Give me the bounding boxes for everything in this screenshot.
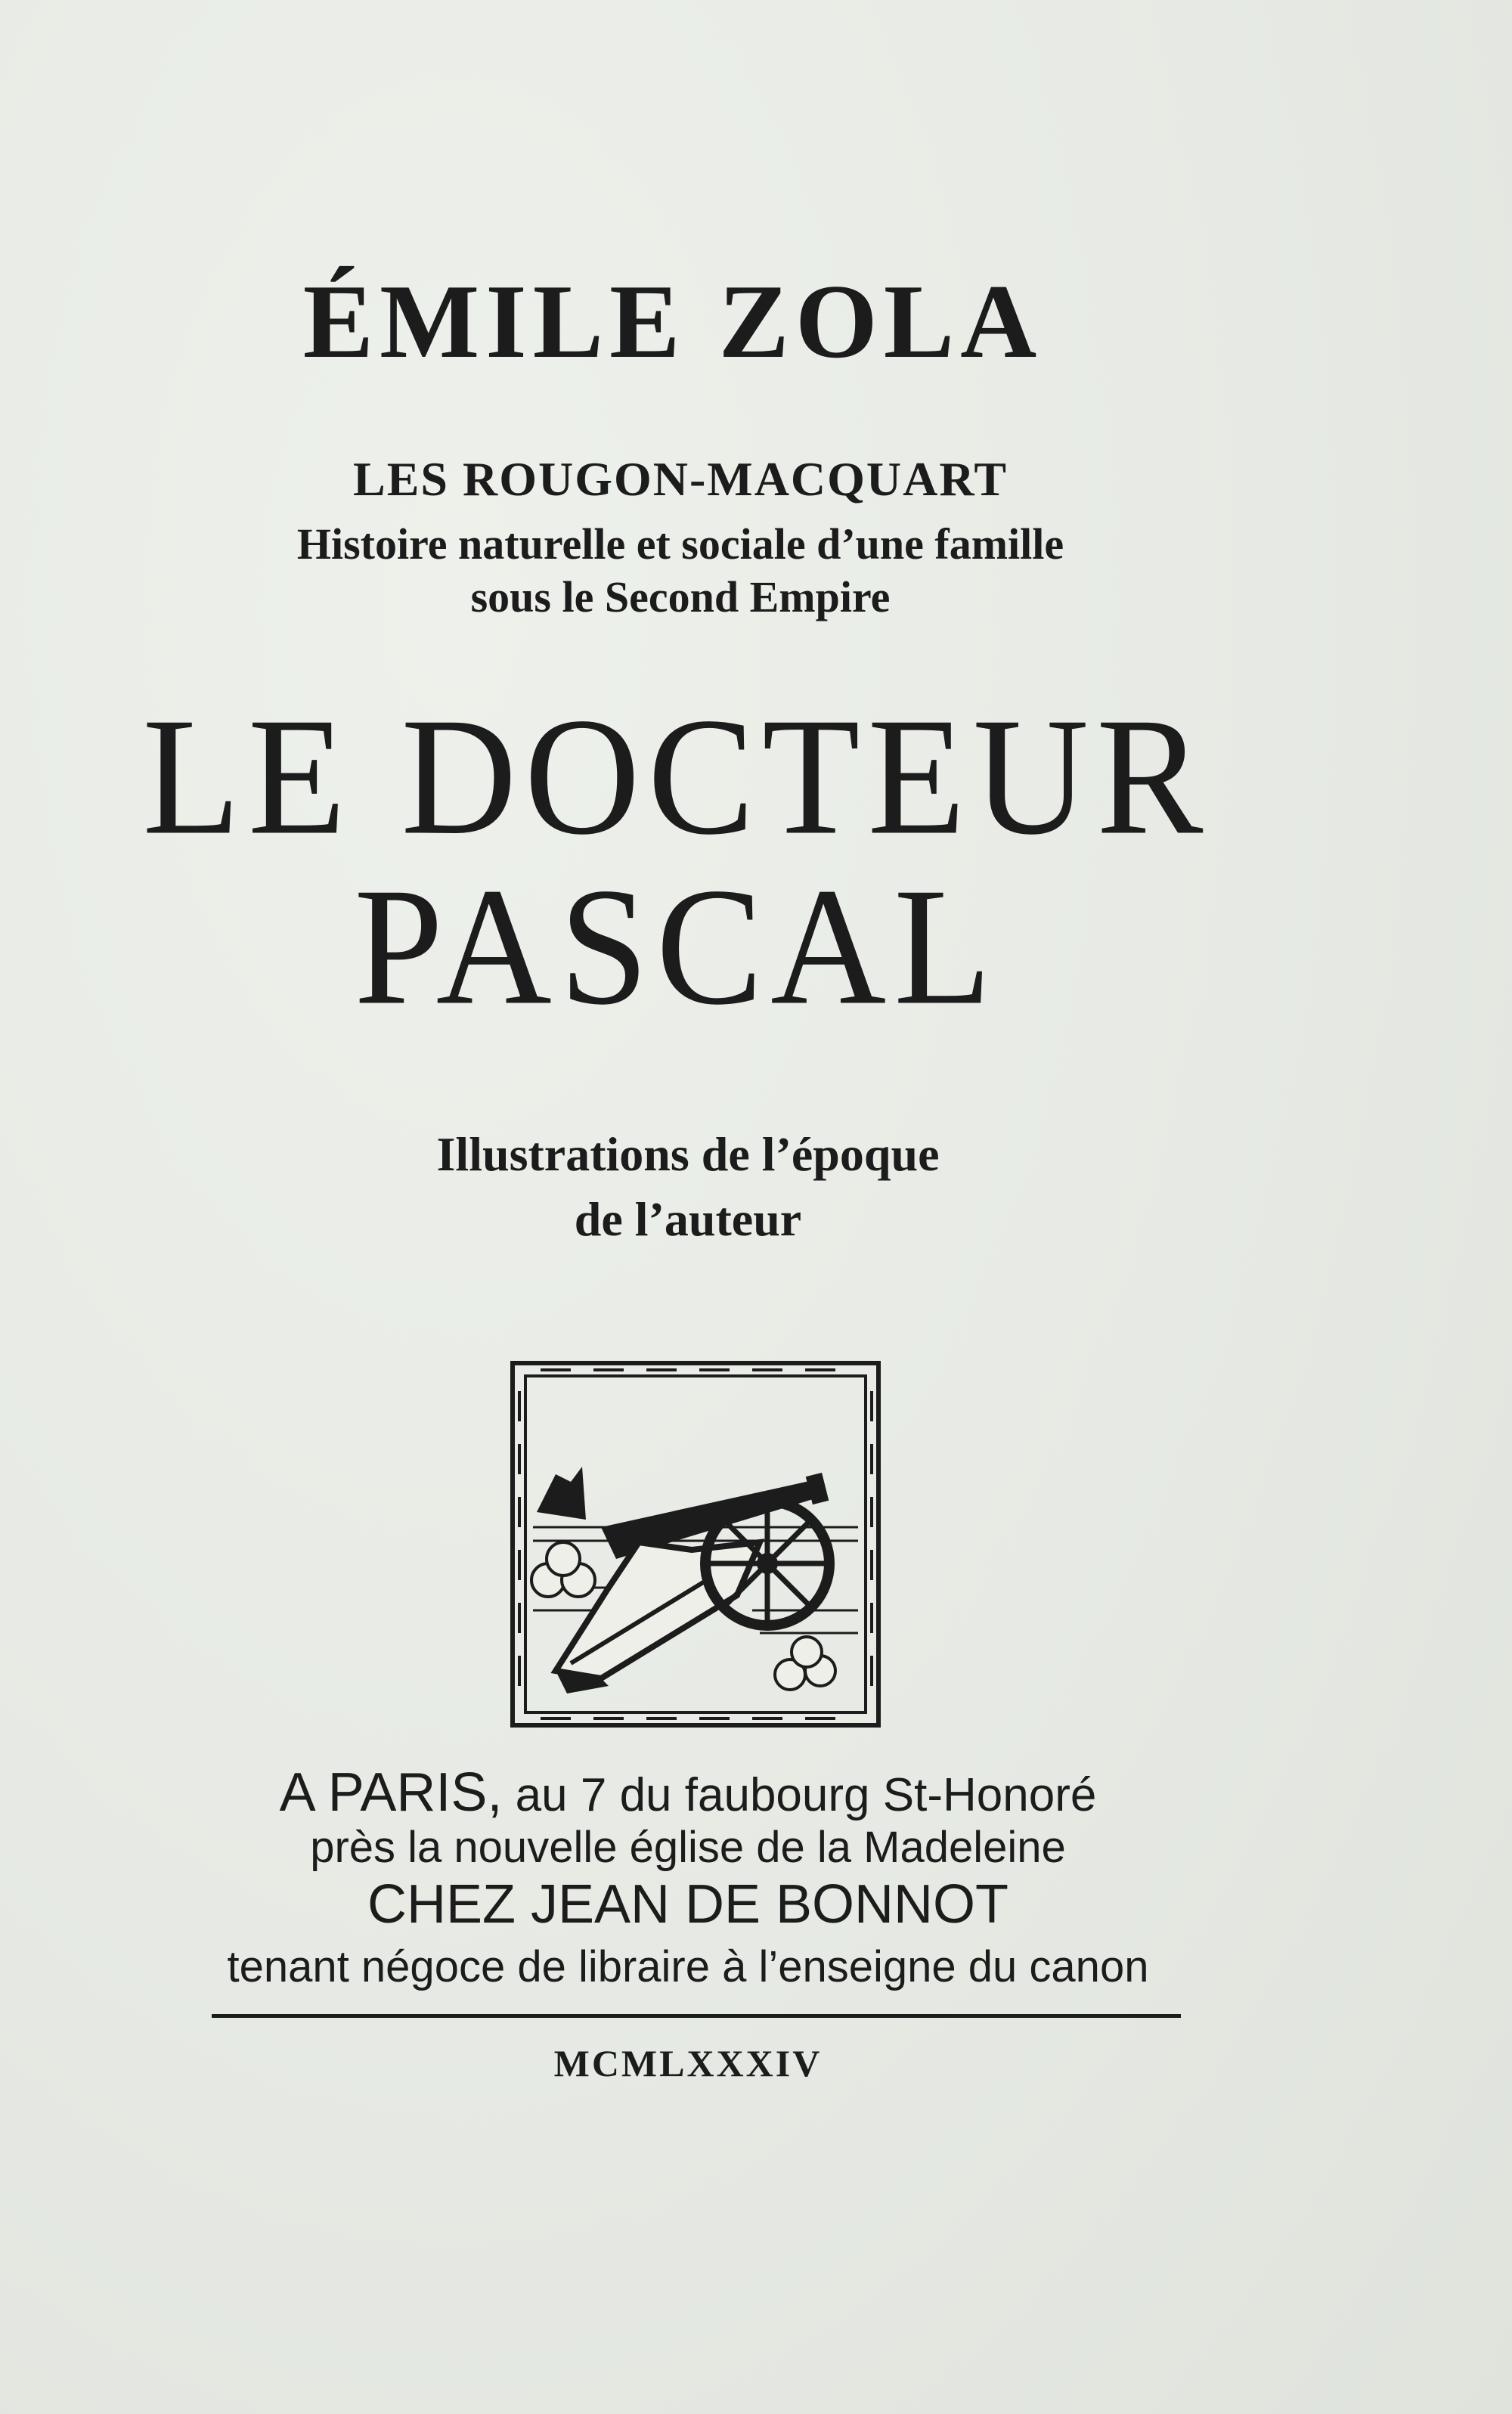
book-title-line2: PASCAL [354, 853, 999, 1040]
series-subtitle-line2: sous le Second Empire [470, 572, 891, 621]
cannon-wheel [705, 1501, 829, 1625]
cannonball-pile-right [775, 1637, 835, 1690]
imprint-line2: près la nouvelle église de la Madeleine [310, 1823, 1066, 1872]
vignette-fortification [537, 1467, 586, 1520]
imprint-line4: tenant négoce de libraire à l’enseigne du canon [227, 1942, 1149, 1991]
series-title: LES ROUGON-MACQUART [353, 452, 1008, 506]
series-subtitle-line1: Histoire naturelle et sociale d’une famille [296, 519, 1064, 569]
cannon-vignette [510, 1361, 881, 1728]
imprint-city: A PARIS, [279, 1762, 503, 1823]
imprint-line1 [0, 1762, 1376, 1824]
illustrations-note-line1: Illustrations de l’époque [436, 1127, 940, 1181]
imprint-publisher: CHEZ JEAN DE BONNOT [367, 1874, 1009, 1935]
book-title-line1: LE DOCTEUR [142, 683, 1211, 869]
publication-date: MCMLXXXIV [553, 2042, 823, 2084]
imprint-address: au 7 du faubourg St-Honoré [502, 1769, 1097, 1821]
illustrations-note-line2: de l’auteur [574, 1192, 802, 1246]
horizontal-rule [212, 2014, 1181, 2018]
author-name: ÉMILE ZOLA [302, 263, 1043, 380]
cannonball-pile-left [531, 1542, 595, 1597]
